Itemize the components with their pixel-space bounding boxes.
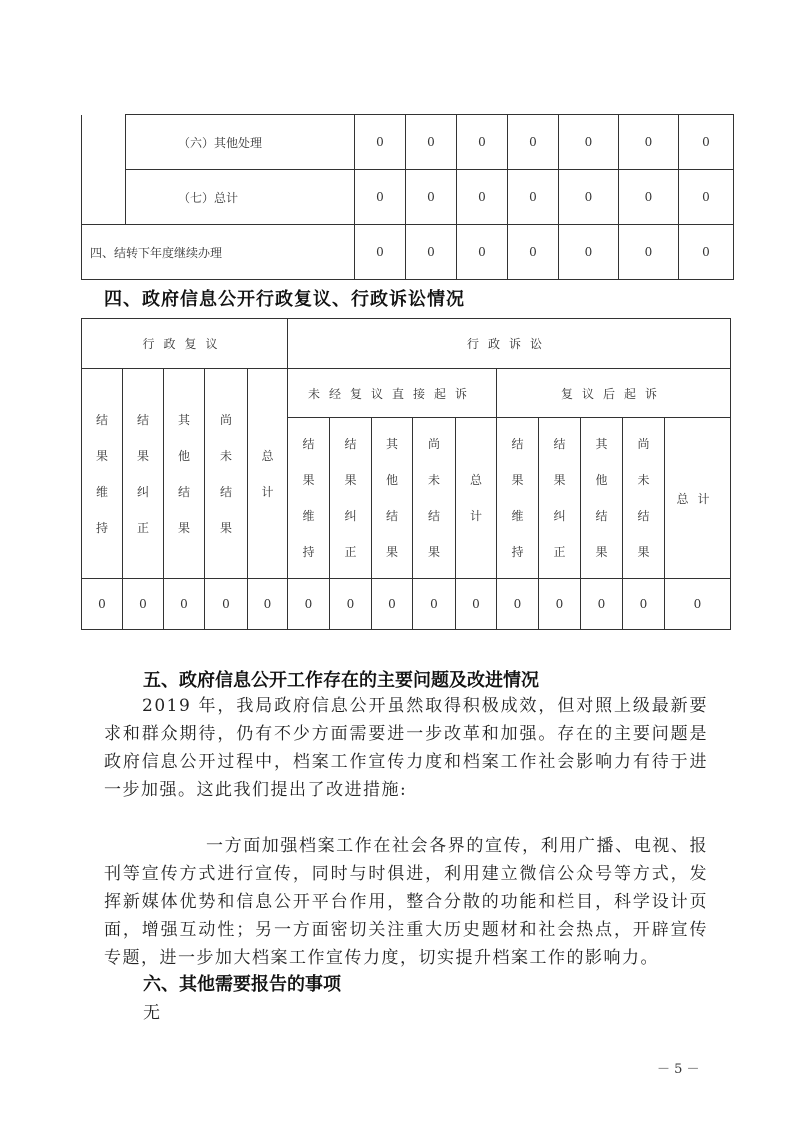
cell: 0 [456, 579, 497, 630]
section-4-title: 四、政府信息公开行政复议、行政诉讼情况 [104, 289, 465, 310]
section-5-title: 五、政府信息公开工作存在的主要问题及改进情况 [143, 670, 539, 691]
cell: 0 [619, 115, 679, 170]
page-number: － 5 － [657, 1062, 700, 1077]
cell: 0 [679, 170, 734, 225]
cell: 0 [413, 579, 456, 630]
cell: 0 [457, 115, 508, 170]
cell: 0 [679, 115, 734, 170]
handling-results-table [81, 114, 734, 280]
column-header: 其他结果 [372, 418, 413, 579]
cell: 0 [372, 579, 413, 630]
column-header: 尚未结果 [623, 418, 665, 579]
subgroup-header-after-review: 复议后起诉 [497, 369, 731, 418]
cell: 0 [665, 579, 731, 630]
row-label: （六）其他处理 [126, 115, 355, 170]
cell: 0 [406, 170, 457, 225]
column-header: 结果纠正 [123, 369, 164, 579]
column-header: 其他结果 [164, 369, 205, 579]
section-6-title: 六、其他需要报告的事项 [143, 974, 341, 995]
section-6-body: 无 [143, 1003, 160, 1023]
column-header: 尚未结果 [205, 369, 248, 579]
cell: 0 [355, 225, 406, 280]
merged-cell [82, 115, 126, 225]
cell: 0 [508, 170, 559, 225]
section-5-paragraph-1: 2019 年，我局政府信息公开虽然取得积极成效，但对照上级最新要求和群众期待，仍有不少方面需要进一步改革和加强。存在的主要问题是政府信息公开过程中，档案工作宣传力度和档案工作社会影响力有待于进一步加强。这此我们提出了改进措施: [104, 696, 708, 800]
cell: 0 [497, 579, 539, 630]
column-header: 结果维持 [82, 369, 123, 579]
cell: 0 [581, 579, 623, 630]
column-header: 总计 [248, 369, 288, 579]
cell: 0 [457, 170, 508, 225]
column-header: 总计 [665, 418, 731, 579]
cell: 0 [288, 579, 330, 630]
row-label: 四、结转下年度继续办理 [82, 225, 355, 280]
column-header: 结果纠正 [539, 418, 581, 579]
column-header: 尚未结果 [413, 418, 456, 579]
table-row [82, 319, 731, 369]
cell: 0 [539, 579, 581, 630]
cell: 0 [248, 579, 288, 630]
cell: 0 [205, 579, 248, 630]
cell: 0 [679, 225, 734, 280]
cell: 0 [619, 170, 679, 225]
review-litigation-table [81, 318, 731, 630]
group-header-review: 行政复议 [82, 319, 288, 369]
cell: 0 [123, 579, 164, 630]
cell: 0 [508, 115, 559, 170]
table-row [82, 115, 734, 170]
cell: 0 [82, 579, 123, 630]
column-header: 总计 [456, 418, 497, 579]
column-header: 结果维持 [288, 418, 330, 579]
cell: 0 [457, 225, 508, 280]
row-label: （七）总计 [126, 170, 355, 225]
cell: 0 [406, 225, 457, 280]
cell: 0 [619, 225, 679, 280]
table-row [82, 369, 731, 418]
cell: 0 [406, 115, 457, 170]
table-row [82, 225, 734, 280]
table-row [82, 579, 731, 630]
cell: 0 [355, 170, 406, 225]
section-5-paragraph-2: 一方面加强档案工作在社会各界的宣传，利用广播、电视、报刊等宣传方式进行宣传，同时与时俱进，利用建立微信公众号等方式，发挥新媒体优势和信息公开平台作用，整合分散的功能和栏目，科学设计页面，增强互动性；另一方面密切关注重大历史题材和社会热点，开辟宣传专题，进一步加大档案工作宣传力度，切实提升档案工作的影响力。 [104, 836, 708, 968]
cell: 0 [559, 225, 619, 280]
column-header: 结果纠正 [330, 418, 372, 579]
cell: 0 [164, 579, 205, 630]
group-header-litigation: 行政诉讼 [288, 319, 731, 369]
column-header: 结果维持 [497, 418, 539, 579]
cell: 0 [623, 579, 665, 630]
column-header: 其他结果 [581, 418, 623, 579]
cell: 0 [330, 579, 372, 630]
table-row [82, 170, 734, 225]
subgroup-header-direct: 未经复议直接起诉 [288, 369, 497, 418]
cell: 0 [355, 115, 406, 170]
cell: 0 [559, 170, 619, 225]
cell: 0 [559, 115, 619, 170]
cell: 0 [508, 225, 559, 280]
